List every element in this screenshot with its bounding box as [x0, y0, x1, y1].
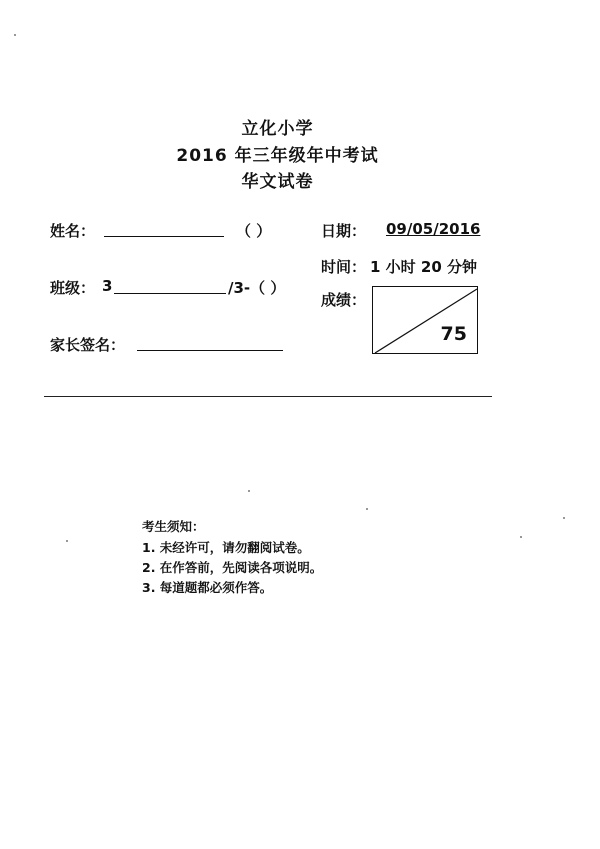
class-label: 班级：: [50, 279, 96, 297]
scan-speck: [248, 490, 250, 492]
scan-speck: [563, 517, 565, 519]
date-label: 日期：: [321, 222, 367, 240]
notes-heading: 考生须知：: [142, 519, 205, 534]
notes-item: 1. 未经许可，请勿翻阅试卷。: [142, 540, 310, 555]
divider-line: [44, 396, 492, 397]
scan-speck: [14, 34, 16, 36]
subject-title: 华文试卷: [241, 172, 314, 192]
class-underline[interactable]: [114, 293, 226, 294]
class-suffix: /3-（ ）: [228, 279, 286, 297]
name-paren: （ ）: [236, 222, 272, 240]
scan-speck: [66, 540, 68, 542]
notes-item: 2. 在作答前，先阅读各项说明。: [142, 560, 323, 575]
scan-speck: [366, 508, 368, 510]
score-value: 75: [440, 323, 467, 345]
score-label: 成绩：: [321, 291, 367, 309]
scan-speck: [520, 536, 522, 538]
parent-signature-label: 家长签名：: [50, 336, 126, 354]
name-label: 姓名：: [50, 222, 96, 240]
class-prefix: 3: [102, 277, 113, 295]
date-value: 09/05/2016: [386, 220, 481, 238]
school-name: 立化小学: [241, 119, 314, 139]
score-box: [372, 286, 478, 354]
name-underline[interactable]: [104, 236, 224, 237]
time-value: 1 小时 20 分钟: [370, 258, 477, 276]
parent-signature-underline[interactable]: [137, 350, 283, 351]
time-label: 时间：: [321, 258, 367, 276]
notes-item: 3. 每道题都必须作答。: [142, 580, 273, 595]
exam-title: 2016 年三年级年中考试: [176, 146, 379, 166]
